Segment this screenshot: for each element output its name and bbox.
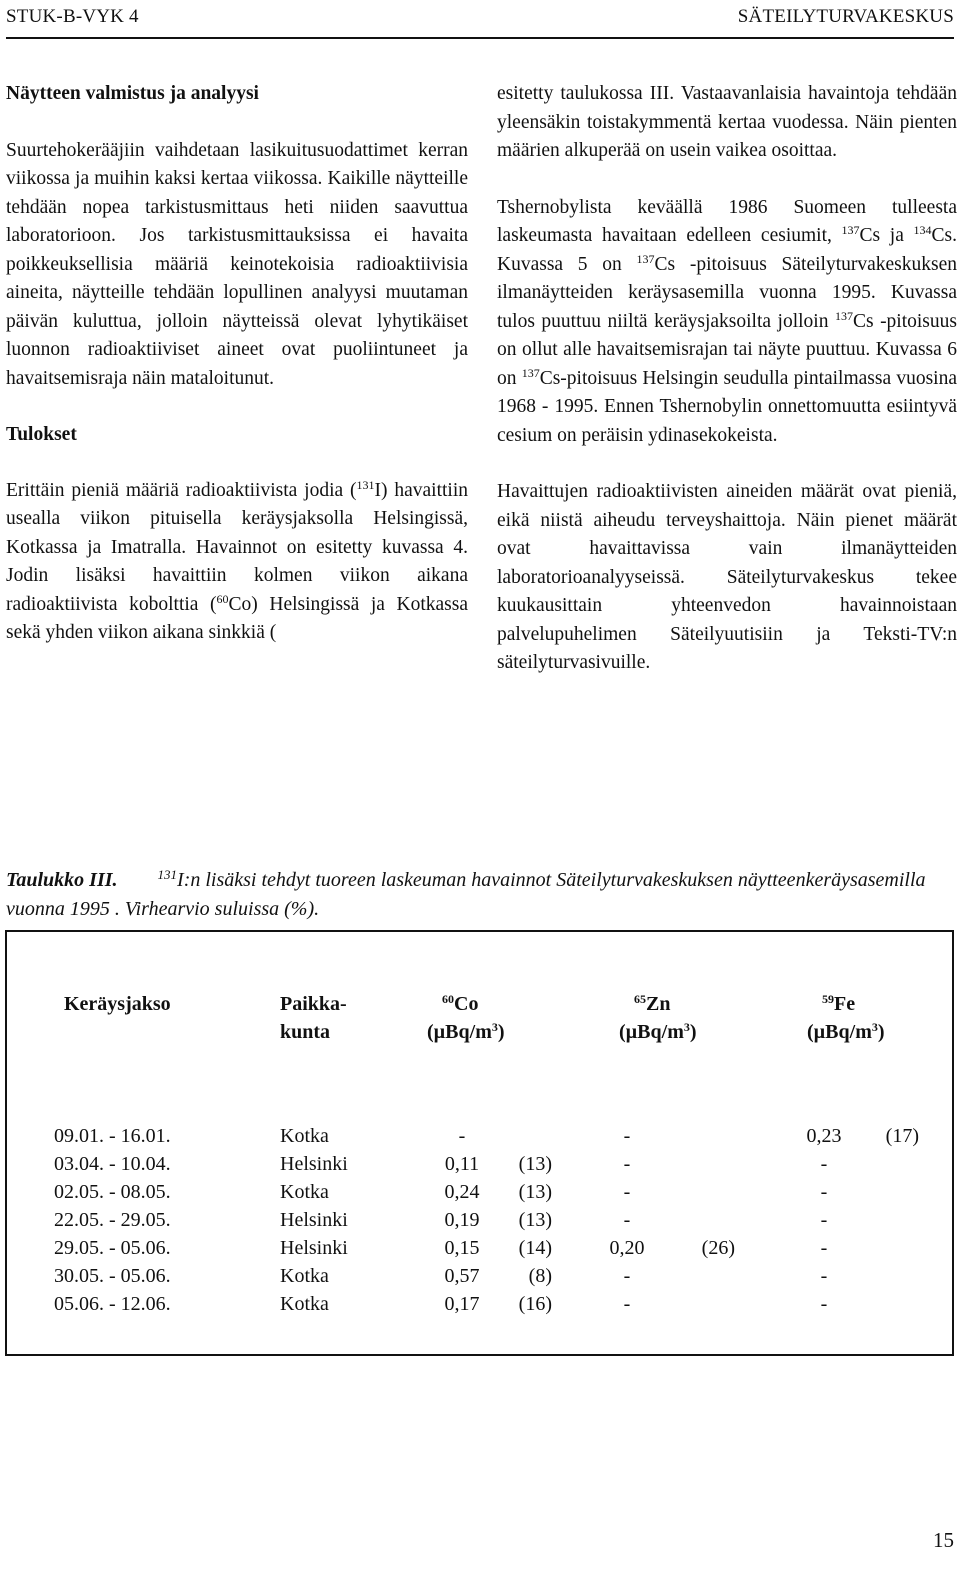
- paragraph-table-reference: esitetty taulukossa III. Vastaavanlaisia havaintoja tehdään yleensäkin toistakymmentä kertaa vuodessa. Näin pienten määrien alkuperää on usein vaikea osoittaa.: [497, 83, 957, 161]
- running-header-left: STUK-B-VYK 4: [6, 6, 139, 27]
- results-table: [5, 930, 954, 1356]
- left-column: [6, 80, 468, 648]
- paragraph-results: Erittäin pieniä määriä radioaktiivista jodia ($^{131}$I) havaittiin usealla viikon pituisella keräysjaksolla Helsingissä, Kotkassa ja Imatralla. Havainnot on esitetty kuvassa 4. Jodin lisäksi havaittiin kolmen viikon aikana radioaktiivista kobolttia ($^{60}$Co) Helsingissä ja Kotkassa sekä yhden viikon aikana sinkkiä (: [6, 477, 468, 643]
- table-row: 30.05. - 05.06. Kotka 0,57 (8) - -: [54, 1265, 828, 1287]
- running-header-right: SÄTEILYTURVAKESKUS: [737, 6, 954, 27]
- header-iron: $^{59}$Fe $(\mu Bq/m^3)$: [807, 992, 885, 1043]
- table-row: 05.06. - 12.06. Kotka 0,17 (16) - -: [54, 1293, 828, 1315]
- header-cobalt: $^{60}$Co $(\mu Bq/m^3)$: [427, 992, 505, 1043]
- right-column: [497, 80, 957, 678]
- header-zinc: $^{65}$Zn $(\mu Bq/m^3)$: [619, 992, 697, 1043]
- header-rule: [6, 37, 954, 39]
- paragraph-chernobyl-cesium: Tshernobylista keväällä 1986 Suomeen tulleesta laskeumasta havaitaan edelleen cesiumit, $^{137}$Cs ja $^{134}$Cs. Kuvassa 5 on $^{137}$Cs -pitoisuus Säteilyturvakeskuksen ilmanäytteiden keräysasemilla vuonna 1995. Kuvassa tulos puuttuu niiltä keräysjaksoilta jolloin $^{137}$Cs -pitoisuus on ollut alle havaitsemisrajan tai näyte puuttuu. Kuvassa 6 on $^{137}$Cs-pitoisuus Helsingin seudulla pintailmassa vuosina 1968 - 1995. Ennen Tshernobylin onnettomuutta esiintyvä cesium on peräisin ydinasekokeista.: [497, 196, 958, 446]
- table-row: 09.01. - 16.01. Kotka - - 0,23 (17): [54, 1125, 919, 1147]
- header-period: Keräysjakso: [64, 993, 171, 1015]
- section-heading-results: Tulokset: [6, 424, 77, 445]
- header-place: Paikka- kunta: [280, 993, 347, 1043]
- table-caption-sup: 131: [157, 867, 178, 882]
- paragraph-sample-preparation: Suurtehokerääjiin vaihdetaan lasikuitusuodattimet kerran viikossa ja muihin kaksi kertaa viikossa. Kaikille näytteille tehdään nopea tarkistusmittaus heti niiden saavuttua laboratorioon. Jos tarkistusmittauksissa ei havaita poikkeuksellisia määriä keinotekoisia radioaktiivisia aineita, näytteille tehdään lopullinen analyysi muutaman päivän kuluttua, jolloin näytteissä olevat lyhytikäiset luonnon radioaktiiviset aineet ovat puoliintuneet ja havaitsemisraja näin mataloitunut.: [6, 139, 468, 389]
- paragraph-health-summary: Havaittujen radioaktiivisten aineiden määrät ovat pieniä, eikä niistä aiheudu terveyshaittoja. Näin pienet määrät ovat havaittavissa vain ilmanäytteiden laboratorioanalyyseissä. Säteilyturvakeskus tekee kuukausittain yhteenvedon havainnoistaan palvelupuhelimen Säteilyuutisiin ja Teksti-TV:n säteilyturvasivuille.: [497, 481, 957, 673]
- table-row: 03.04. - 10.04. Helsinki 0,11 (13) - -: [54, 1153, 828, 1175]
- page-number: 15: [933, 1528, 954, 1552]
- table-row: 29.05. - 05.06. Helsinki 0,15 (14) 0,20 (26) -: [54, 1237, 828, 1259]
- section-heading-sample-preparation: Näytteen valmistus ja analyysi: [6, 83, 259, 104]
- table-caption-text: I:n lisäksi tehdyt tuoreen laskeuman havainnot Säteilyturvakeskuksen näytteenkeräysasemilla vuonna 1995 . Virhearvio suluissa (%).: [6, 869, 926, 920]
- table-row: 22.05. - 29.05. Helsinki 0,19 (13) - -: [54, 1209, 828, 1231]
- table-caption: [6, 866, 956, 924]
- table-caption-label: Taulukko III.: [6, 869, 118, 891]
- table-row: 02.05. - 08.05. Kotka 0,24 (13) - -: [54, 1181, 828, 1203]
